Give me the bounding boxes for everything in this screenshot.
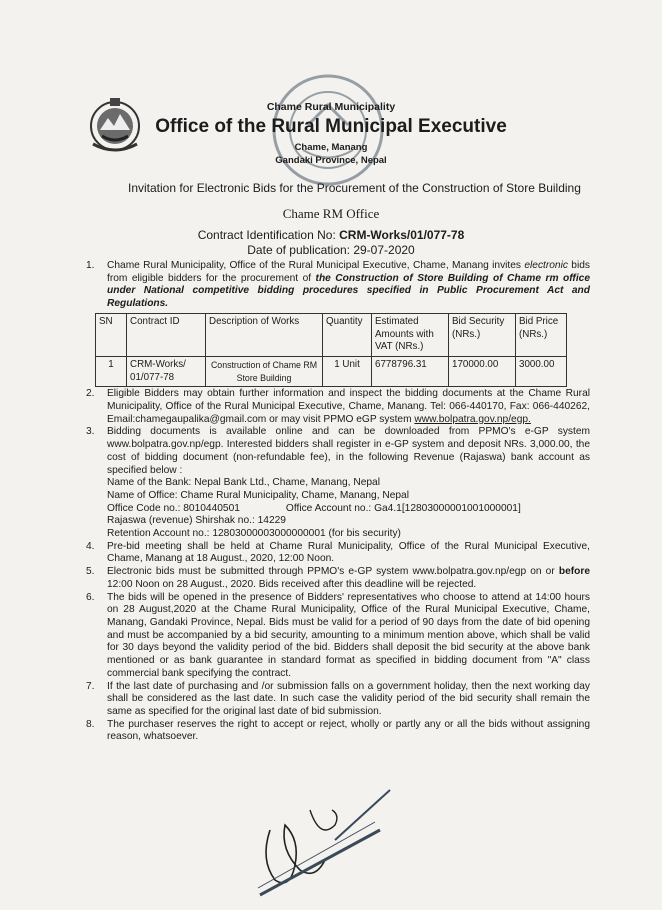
rajaswa-shirshak: Rajaswa (revenue) Shirshak no.: 14229 [107, 515, 286, 527]
notice-item-4 [86, 541, 590, 566]
notice-item-6 [86, 592, 590, 681]
table-cell: 3000.00 [516, 356, 567, 386]
column-header: SN [96, 313, 127, 356]
table-cell: 6778796.31 [372, 356, 449, 386]
bank-name: Name of the Bank: Nepal Bank Ltd., Chame, Manang, Nepal [107, 477, 380, 489]
item-number: 2. [86, 388, 95, 400]
egp-link: www.bolpatra.gov.np/egp. [414, 413, 531, 425]
table-cell: 1 [96, 356, 127, 386]
office-name: Name of Office: Chame Rural Municipality, Chame, Manang, Nepal [107, 489, 409, 501]
item-number: 7. [86, 680, 95, 692]
table-cell: 1 Unit [323, 356, 372, 386]
office-codes [107, 503, 590, 516]
table-cell: CRM-Works/ 01/077-78 [127, 356, 206, 386]
item-number: 8. [86, 718, 95, 730]
notice-item-3 [86, 426, 590, 540]
item-text-bold-italic: the Construction of Store Building of Chame rm office under National competitive bidding procedures specified in Public Procurement Act and Regulations. [107, 272, 590, 310]
item-number: 5. [86, 566, 95, 578]
contract-identification [0, 228, 662, 242]
item-number: 1. [86, 260, 95, 271]
office-code: Office Code no.: 8010440501 [107, 502, 240, 514]
table-cell: 170000.00 [449, 356, 516, 386]
notice-item-2 [86, 388, 590, 426]
notice-item-1 [86, 260, 590, 311]
column-header: Description of Works [206, 313, 323, 356]
item-text: If the last date of purchasing and /or submission falls on a government holiday, then the next working day shall be considered as the last date. In such case the validity period of the bid security shall remain the same as specified for the original last date of bid submission. [107, 680, 590, 717]
notice-item-8 [86, 719, 590, 744]
table-row [96, 356, 567, 386]
item-text: bids from eligible bidders for the procurement of [107, 260, 590, 284]
contract-table [95, 313, 567, 388]
column-header: Bid Security (NRs.) [449, 313, 516, 356]
item-text: Electronic bids must be submitted through PPMO's e-GP system www.bolpatra.gov.np/egp on or [107, 566, 559, 578]
office-account: Office Account no.: Ga4.1[12803000001001000001] [285, 502, 521, 514]
item-number: 4. [86, 540, 95, 552]
table-header-row [96, 313, 567, 356]
item-text: 12:00 Noon on 28 August., 2020. Bids received after this deadline will be rejected. [107, 578, 477, 590]
address-line-1: Chame, Manang [294, 142, 368, 153]
contract-id-label: Contract Identification No: [197, 228, 340, 242]
item-text: The bids will be opened in the presence of Bidders' representatives who choose to attend at 14:00 hours on 28 August,2020 at the Chame Rural Municipality, Office of the Rural Municipal Executive, Chame, Manang, Gandaki Province, Nepal. Bids must be valid for a period of 90 days from the date of bid opening and must be accompanied by a bid security, amounting to a minimum mention above, which shall be valid for 30 days beyond the validity period of the bid. Bidders shall deposit the bid security at the above bank mentioned or as bank guarantee in standard format as specified in bidding document from "A" class commercial bank specifying the contract. [107, 591, 590, 679]
bank-details [107, 477, 590, 541]
item-text-bold: before [558, 566, 590, 578]
municipality-name: Chame Rural Municipality [266, 101, 396, 113]
address-line-2: Gandaki Province, Nepal [275, 155, 387, 166]
column-header: Contract ID [127, 313, 206, 356]
invitation-subheading: Chame RM Office [282, 206, 380, 221]
signature-and-stamp [240, 770, 410, 905]
item-text-italic: electronic [524, 260, 568, 271]
column-header: Bid Price (NRs.) [516, 313, 567, 356]
item-number: 6. [86, 591, 95, 603]
column-header: Quantity [323, 313, 372, 356]
office-title: Office of the Rural Municipal Executive [155, 116, 507, 137]
column-header: Estimated Amounts with VAT (NRs.) [372, 313, 449, 356]
item-text: Chame Rural Municipality, Office of the Rural Municipal Executive, Chame, Manang invites [107, 260, 525, 271]
notice-item-7 [86, 681, 590, 719]
item-text: Bidding documents is available online and can be downloaded from PPMO's e-GP system www.bolpatra.gov.np/egp. Interested bidders shall register in e-GP system and deposit NRs. 3,000.00, the cost of bidding document (non-refundable fee), in the following Revenue (Rajaswa) bank account as specified below : [107, 426, 590, 476]
item-number: 3. [86, 426, 95, 438]
item-text: Pre-bid meeting shall be held at Chame Rural Municipality, Office of the Rural Municipal Executive, Chame, Manang at 18 August., 2020, 12:00 Noon. [107, 540, 590, 565]
notice-item-5 [86, 566, 590, 591]
notice-items [86, 260, 590, 744]
retention-account: Retention Account no.: 12803000003000000001 (for bis security) [107, 528, 401, 540]
item-text: The purchaser reserves the right to accept or reject, wholly or partly any or all the bids without assigning reason, whatsoever. [107, 718, 590, 743]
table-cell: Construction of Chame RM Store Building [206, 356, 323, 386]
publication-date: Date of publication: 29-07-2020 [247, 243, 415, 257]
invitation-heading: Invitation for Electronic Bids for the Procurement of the Construction of Store Building [128, 181, 581, 195]
contract-id-value: CRM-Works/01/077-78 [339, 228, 465, 242]
item-text: Eligible Bidders may obtain further information and inspect the bidding documents at the Chame Rural Municipality, Office of the Rural Municipal Executive, Chame, Manang. Tel: 066-440170, Fax: 066-440262, Email:chamegaupalika@gmail.com or may visit PPMO eGP system [107, 388, 590, 425]
